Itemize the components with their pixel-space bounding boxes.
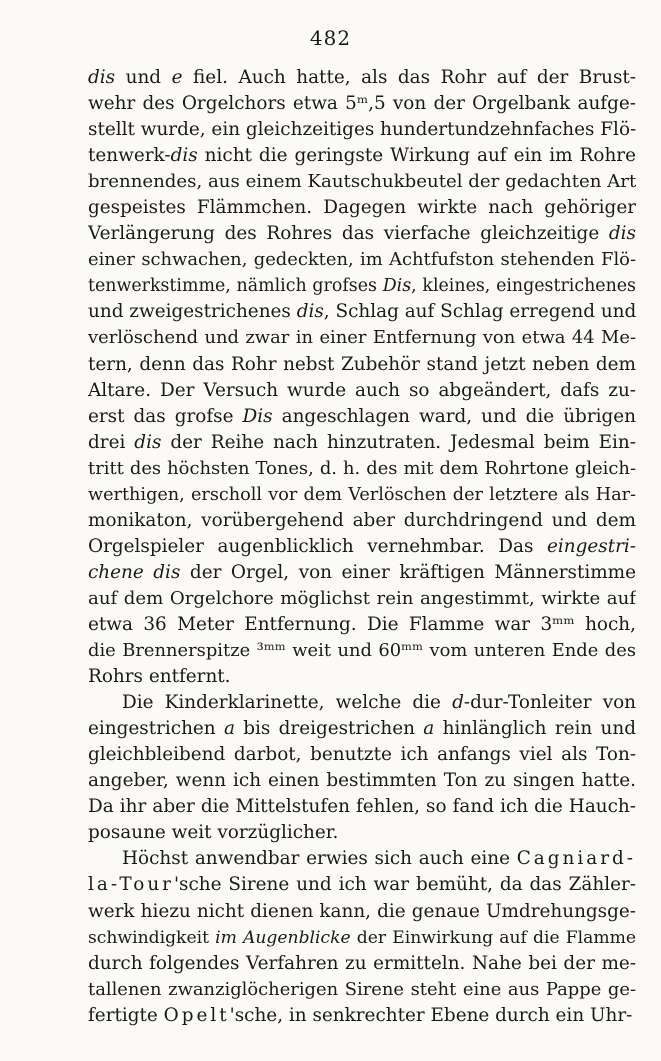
text-span: hinlänglich rein und <box>434 718 636 740</box>
text-span: fertigte <box>88 1004 164 1026</box>
text-line <box>88 742 636 768</box>
text-line <box>88 221 636 247</box>
text-span: 'sche, in senkrechter Ebene durch ein Uhr- <box>229 1004 633 1026</box>
text-line <box>88 508 636 534</box>
text-line <box>88 91 636 117</box>
page-number: 482 <box>309 26 352 50</box>
italic-text: dis <box>88 67 116 88</box>
text-span: 'sche Sirene und ich war bemüht, da das Zähler- <box>173 874 636 896</box>
text-span: tenwerkstimme, nämlich grofses <box>88 276 383 297</box>
text-span: erst das grofse <box>88 405 243 427</box>
text-line <box>88 482 636 508</box>
text-span: brennendes, aus einem Kautschukbeutel der gedachten Art <box>88 171 636 193</box>
spaced-name: Opelt <box>163 1004 230 1026</box>
paragraph <box>88 65 636 690</box>
text-line <box>88 690 636 716</box>
text-span: gespeistes Flämmchen. Dagegen wirkte nach gehöriger <box>88 197 636 219</box>
text-span: verlöschend und zwar in einer Entfernung von etwa 44 Me- <box>88 327 636 349</box>
text-line <box>88 169 636 195</box>
text-span: Verlängerung des Rohres das vierfache gleichzeitige <box>88 223 609 245</box>
body-text <box>88 65 636 1029</box>
text-line <box>88 925 636 951</box>
text-line <box>88 195 636 221</box>
italic-text: eingestri- <box>547 535 636 557</box>
text-line <box>88 65 636 91</box>
text-line <box>88 352 636 378</box>
italic-text: a <box>423 718 435 740</box>
text-span: werk hiezu nicht dienen kann, die genaue Umdrehungsge- <box>88 900 636 922</box>
italic-text: dis <box>296 301 324 323</box>
italic-text: Dis <box>382 276 412 297</box>
text-line <box>88 794 636 820</box>
italic-text: chene dis <box>88 561 181 583</box>
text-span: der Reihe nach hinzutraten. Jedesmal beim Ein- <box>161 431 636 453</box>
text-line <box>88 143 636 169</box>
text-span: gleichbleibend darbot, benutzte ich anfangs viel als Ton- <box>88 744 636 766</box>
text-line <box>88 820 636 846</box>
text-line <box>88 534 636 560</box>
text-span: posaune weit vorzüglicher. <box>88 822 339 844</box>
text-line <box>88 872 636 898</box>
italic-text: Dis <box>242 405 273 427</box>
text-line <box>88 247 636 273</box>
text-line <box>88 638 636 664</box>
text-span: tritt des höchsten Tones, d. h. des mit dem Rohrtone gleich- <box>88 457 636 479</box>
text-span: angeschlagen ward, und die übrigen <box>272 405 636 427</box>
text-span: tallenen zwanziglöcherigen Sirene steht eine aus Pappe ge- <box>88 978 636 1000</box>
text-line <box>88 586 636 612</box>
text-line <box>88 273 636 299</box>
text-line <box>88 977 636 1003</box>
text-span: tern, denn das Rohr nebst Zubehör stand jetzt neben dem <box>88 353 636 375</box>
text-span: der Orgel, von einer kräftigen Männerstimme <box>180 561 636 583</box>
text-line <box>88 899 636 925</box>
text-line <box>88 117 636 143</box>
text-line <box>88 299 636 325</box>
text-span: -dur-Tonleiter von <box>463 692 636 714</box>
italic-text: dis <box>170 145 198 167</box>
text-span: wehr des Orgelchors etwa 5ᵐ,5 von der Orgelbank aufge- <box>88 93 636 115</box>
text-span: auf dem Orgelchore möglichst rein angestimmt, wirkte auf <box>88 587 636 609</box>
text-span: Rohrs entfernt. <box>88 666 231 688</box>
text-line <box>88 1003 636 1029</box>
text-span: bis dreigestrichen <box>234 718 424 740</box>
text-span: und <box>115 67 172 88</box>
italic-text: a <box>223 718 235 740</box>
text-span: Altare. Der Versuch wurde auch so abgeändert, dafs zu- <box>88 379 636 401</box>
italic-text: dis <box>134 431 162 453</box>
text-span: eingestrichen <box>88 718 224 740</box>
text-line <box>88 404 636 430</box>
text-span: die Brennerspitze ³ᵐᵐ weit und 60ᵐᵐ vom unteren Ende des <box>88 640 636 662</box>
text-span: drei <box>88 431 135 453</box>
paragraph <box>88 846 636 1028</box>
text-span: , Schlag auf Schlag erregend und <box>323 301 636 323</box>
text-span: monikaton, vorübergehend aber durchdringend und dem <box>88 509 636 531</box>
text-line <box>88 716 636 742</box>
text-span: etwa 36 Meter Entfernung. Die Flamme war 3ᵐᵐ hoch, <box>88 613 636 635</box>
spaced-name: la-Tour <box>88 874 174 896</box>
italic-text: dis <box>608 223 636 245</box>
text-span: durch folgendes Verfahren zu ermitteln. Nahe bei der me- <box>88 952 636 974</box>
text-span: nicht die geringste Wirkung auf ein im Rohre <box>197 145 636 167</box>
text-line <box>88 560 636 586</box>
paragraph <box>88 690 636 846</box>
text-line <box>88 378 636 404</box>
text-span: tenwerk- <box>88 145 171 167</box>
text-line <box>88 430 636 456</box>
text-span: Höchst anwendbar erwies sich auch eine <box>122 848 517 870</box>
text-span: einer schwachen, gedeckten, im Achtfufston stehenden Flö- <box>88 249 636 271</box>
text-line <box>88 325 636 351</box>
italic-text: e <box>171 67 183 88</box>
text-line <box>88 768 636 794</box>
text-span: schwindigkeit <box>88 927 216 948</box>
text-span: fiel. Auch hatte, als das Rohr auf der Brust- <box>182 67 636 88</box>
text-span: Da ihr aber die Mittelstufen fehlen, so fand ich die Hauch- <box>88 796 636 818</box>
spaced-name: Cagniard- <box>516 848 636 870</box>
italic-text: im Augenblicke <box>215 927 351 948</box>
italic-text: d <box>452 692 464 714</box>
text-line <box>88 456 636 482</box>
text-line <box>88 664 636 690</box>
text-line <box>88 612 636 638</box>
text-span: der Einwirkung auf die Flamme <box>350 927 636 948</box>
text-span: werthigen, erscholl vor dem Verlöschen der letztere als Har- <box>88 484 636 505</box>
text-span: stellt wurde, ein gleichzeitiges hundertundzehnfaches Flö- <box>88 119 636 141</box>
text-span: Orgelspieler augenblicklich vernehmbar. Das <box>88 535 548 557</box>
text-span: Die Kinderklarinette, welche die <box>122 692 453 714</box>
text-span: und zweigestrichenes <box>88 301 297 323</box>
text-line <box>88 846 636 872</box>
text-span: , kleines, eingestrichenes <box>411 276 636 297</box>
text-line <box>88 951 636 977</box>
text-span: angeber, wenn ich einen bestimmten Ton zu singen hatte. <box>88 770 636 792</box>
